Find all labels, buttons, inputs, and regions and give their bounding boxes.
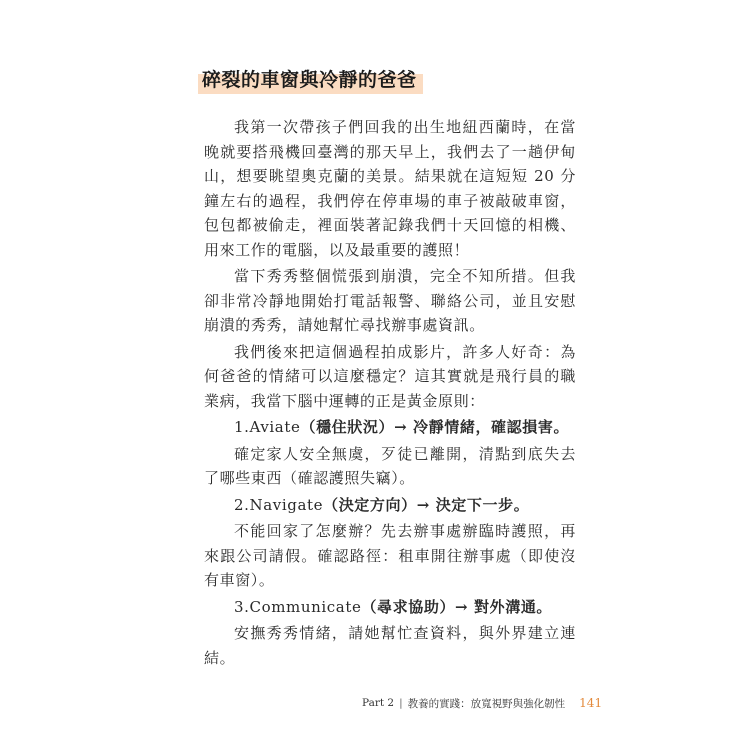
principle-1-label: 1.Aviate bbox=[234, 418, 301, 436]
principle-3-detail: 安撫秀秀情緒，請她幫忙查資料，與外界建立連結。 bbox=[204, 624, 576, 667]
section-title: 碎裂的車窗與冷靜的爸爸 bbox=[202, 69, 417, 91]
principle-3-label: 3.Communicate bbox=[234, 597, 362, 616]
footer-chapter: 教養的實踐：放寬視野與強化韌性 bbox=[407, 697, 566, 710]
footer-separator: | bbox=[399, 697, 403, 709]
principle-2-summary: （決定方向）→ 決定下一步。 bbox=[323, 495, 530, 514]
principle-3-summary: （尋求協助）→ 對外溝通。 bbox=[361, 597, 553, 616]
principle-1-heading bbox=[204, 415, 576, 440]
page-number: 141 bbox=[579, 696, 603, 710]
principle-3-heading bbox=[204, 595, 576, 620]
principle-2-heading bbox=[204, 493, 576, 518]
body-text bbox=[204, 115, 576, 672]
principle-1-detail: 確定家人安全無虞，歹徒已離開，清點到底失去了哪些東西（確認護照失竊）。 bbox=[204, 444, 576, 487]
paragraph-3: 我們後來把這個過程拍成影片，許多人好奇：為何爸爸的情緒可以這麼穩定？這其實就是飛行員的職業病，我當下腦中運轉的正是黃金原則： bbox=[204, 342, 576, 410]
section-title-block bbox=[198, 66, 423, 94]
principle-1-summary: （穩住狀況）→ 冷靜情緒，確認損害。 bbox=[300, 418, 570, 436]
paragraph-1: 我第一次帶孩子們回我的出生地紐西蘭時，在當晚就要搭飛機回臺灣的那天早上，我們去了一趟伊甸山，想要眺望奧克蘭的美景。結果就在這短短 20 分鐘左右的過程，我們停在停車場的車子被敲破車窗，包包都被偷走，裡面裝著記錄我們十天回憶的相機、用來工作的電腦，以及最重要的護照！ bbox=[204, 118, 576, 259]
principle-2-label: 2.Navigate bbox=[234, 495, 324, 514]
page-footer bbox=[362, 693, 602, 713]
footer-part: Part 2 bbox=[362, 697, 395, 709]
principle-2-detail: 不能回家了怎麼辦？先去辦事處辦臨時護照，再來跟公司請假。確認路徑：租車開往辦事處（即使沒有車窗）。 bbox=[204, 522, 576, 589]
paragraph-2: 當下秀秀整個慌張到崩潰，完全不知所措。但我卻非常冷靜地開始打電話報警、聯絡公司，並且安慰崩潰的秀秀，請她幫忙尋找辦事處資訊。 bbox=[204, 267, 576, 334]
